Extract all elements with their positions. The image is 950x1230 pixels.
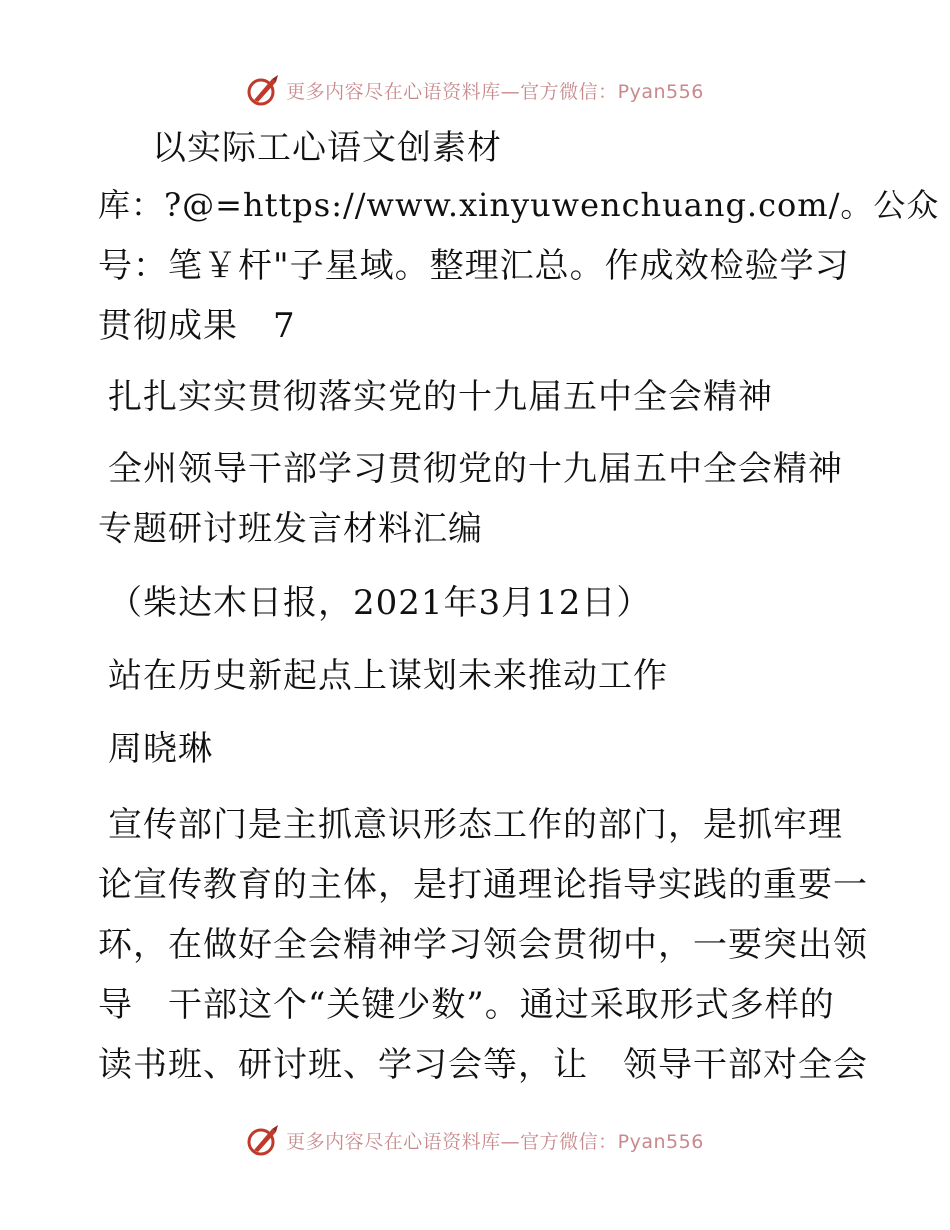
body-line: 贯彻成果 7 bbox=[98, 306, 296, 346]
body-line: 周晓琳 bbox=[108, 729, 213, 769]
body-line: 读书班、研讨班、学习会等，让 领导干部对全会 bbox=[98, 1045, 868, 1085]
body-line: 站在历史新起点上谋划未来推动工作 bbox=[108, 656, 668, 696]
header-banner-contact: Pyan556 bbox=[617, 80, 704, 103]
footer-banner-label: 更多内容尽在心语资料库—官方微信： bbox=[286, 1130, 618, 1153]
body-line: 全州领导干部学习贯彻党的十九届五中全会精神 bbox=[108, 449, 843, 489]
header-banner-text bbox=[286, 77, 704, 104]
body-line: 环，在做好全会精神学习领会贯彻中，一要突出领 bbox=[98, 925, 868, 965]
footer-banner-content bbox=[246, 1123, 704, 1157]
body-line: 论宣传教育的主体，是打通理论指导实践的重要一 bbox=[98, 865, 868, 905]
body-line: 扎扎实实贯彻落实党的十九届五中全会精神 bbox=[108, 377, 773, 417]
body-line: 专题研讨班发言材料汇编 bbox=[98, 509, 483, 549]
body-line: 宣传部门是主抓意识形态工作的部门，是抓牢理 bbox=[108, 805, 843, 845]
header-banner bbox=[0, 70, 950, 110]
footer-banner bbox=[0, 1120, 950, 1160]
body-line: （柴达木日报，2021年3月12日） bbox=[108, 583, 652, 623]
footer-banner-text bbox=[286, 1127, 704, 1154]
body-line: 号：笔￥杆"子星域。整理汇总。作成效检验学习 bbox=[98, 246, 850, 286]
body-line: 库：?@=https://www.xinyuwenchuang.com/。公众 bbox=[98, 186, 940, 224]
quill-logo-icon bbox=[246, 1123, 280, 1157]
header-banner-content bbox=[246, 73, 704, 107]
quill-logo-icon bbox=[246, 73, 280, 107]
body-line: 导 干部这个“关键少数”。通过采取形式多样的 bbox=[98, 985, 835, 1025]
body-line: 以实际工心语文创素材 bbox=[152, 128, 502, 168]
footer-banner-contact: Pyan556 bbox=[617, 1130, 704, 1153]
header-banner-label: 更多内容尽在心语资料库—官方微信： bbox=[286, 80, 618, 103]
